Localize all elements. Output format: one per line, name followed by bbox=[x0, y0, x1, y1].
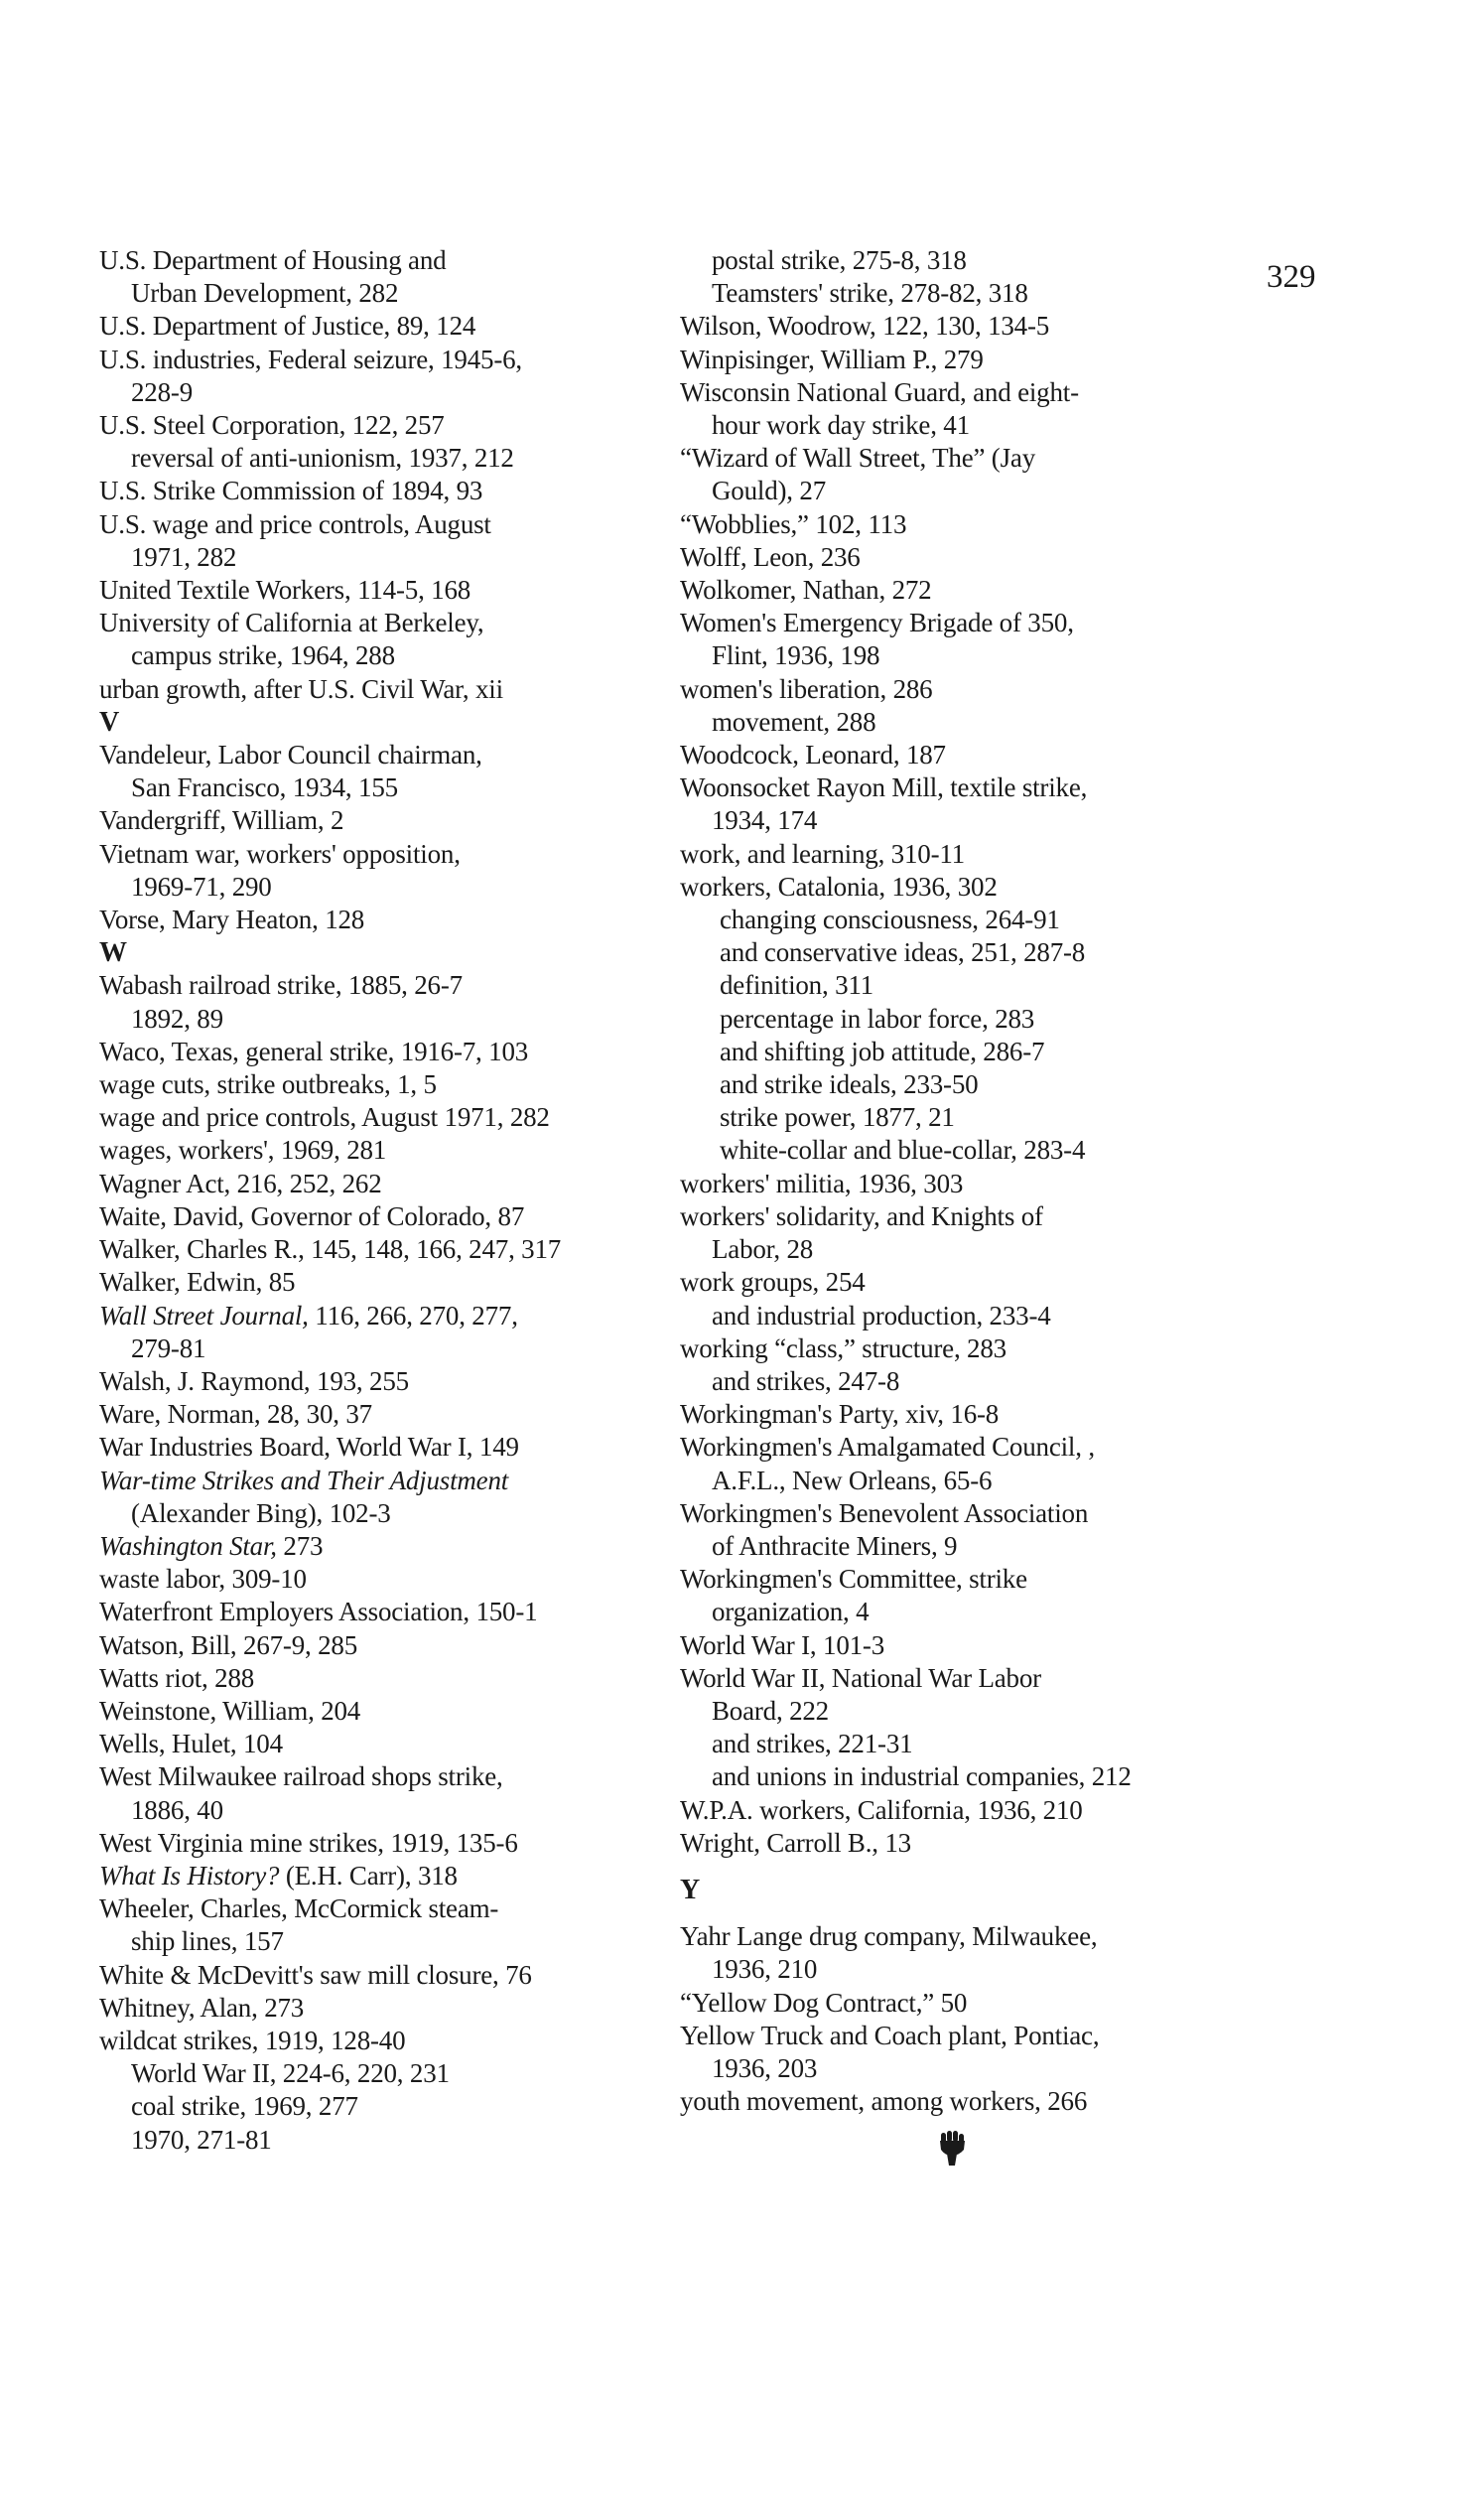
entry-text: War Industries Board, World War I, 149 bbox=[99, 1432, 519, 1463]
entry-text: Waterfront Employers Association, 150-1 bbox=[99, 1597, 538, 1627]
entry-text: youth movement, among workers, 266 bbox=[680, 2086, 1088, 2117]
entry-text: U.S. Department of Housing and bbox=[99, 245, 447, 275]
entry-text: work groups, 254 bbox=[680, 1267, 866, 1298]
index-entry bbox=[99, 1200, 675, 1233]
entry-text: A.F.L., New Orleans, 65-6 bbox=[712, 1465, 993, 1495]
index-entry bbox=[680, 1332, 1236, 1365]
index-entry bbox=[680, 871, 1236, 904]
index-subentry bbox=[680, 2052, 1236, 2085]
italic-title: What Is History? bbox=[99, 1860, 280, 1890]
index-entry bbox=[99, 574, 675, 607]
entry-text: 1886, 40 bbox=[131, 1794, 223, 1825]
entry-text: work, and learning, 310-11 bbox=[680, 838, 965, 869]
entry-text: “Yellow Dog Contract,” 50 bbox=[680, 1987, 968, 2018]
entry-text: women's liberation, 286 bbox=[680, 673, 933, 704]
index-entry bbox=[680, 1987, 1236, 2020]
entry-text: Gould), 27 bbox=[712, 476, 826, 506]
index-entry bbox=[680, 1920, 1236, 1953]
entry-text: and industrial production, 233-4 bbox=[712, 1300, 1051, 1330]
index-entry bbox=[99, 2025, 675, 2057]
entry-text: ship lines, 157 bbox=[131, 1926, 284, 1957]
index-subentry bbox=[680, 804, 1236, 837]
entry-text: Teamsters' strike, 278-82, 318 bbox=[712, 278, 1028, 309]
entry-text: San Francisco, 1934, 155 bbox=[131, 772, 398, 803]
entry-text: Whitney, Alan, 273 bbox=[99, 1992, 305, 2023]
index-entry bbox=[99, 1596, 675, 1628]
index-entry bbox=[99, 1959, 675, 1992]
entry-text: University of California at Berkeley, bbox=[99, 608, 484, 638]
index-entry bbox=[680, 1168, 1236, 1200]
index-entry bbox=[680, 673, 1236, 706]
entry-text: Workingmen's Benevolent Association bbox=[680, 1497, 1089, 1528]
entry-text: Ware, Norman, 28, 30, 37 bbox=[99, 1399, 372, 1430]
index-subentry bbox=[680, 1465, 1236, 1497]
index-subentry bbox=[99, 376, 675, 409]
entry-text: W bbox=[99, 937, 127, 969]
index-subentry bbox=[99, 442, 675, 475]
index-entry bbox=[99, 1992, 675, 2025]
entry-text: 273 bbox=[276, 1530, 324, 1561]
index-subentry bbox=[680, 1530, 1236, 1563]
entry-text: Workingmen's Committee, strike bbox=[680, 1564, 1027, 1595]
entry-text: U.S. Strike Commission of 1894, 93 bbox=[99, 476, 483, 506]
index-entry bbox=[99, 1233, 675, 1266]
entry-text: Walker, Charles R., 145, 148, 166, 247, 317 bbox=[99, 1234, 562, 1265]
entry-text: reversal of anti-unionism, 1937, 212 bbox=[131, 443, 514, 474]
index-entry bbox=[99, 1036, 675, 1068]
index-entry bbox=[680, 442, 1236, 475]
index-entry bbox=[680, 739, 1236, 771]
index-entry bbox=[99, 1892, 675, 1925]
index-subentry bbox=[99, 1794, 675, 1827]
entry-text: Vorse, Mary Heaton, 128 bbox=[99, 905, 365, 935]
entry-text: United Textile Workers, 114-5, 168 bbox=[99, 575, 471, 606]
entry-text: white-collar and blue-collar, 283-4 bbox=[720, 1135, 1086, 1166]
index-subentry bbox=[680, 1036, 1236, 1068]
entry-text: 1936, 210 bbox=[712, 1954, 818, 1985]
entry-text: workers' militia, 1936, 303 bbox=[680, 1168, 964, 1198]
spacer bbox=[680, 1906, 1236, 1920]
entry-text: workers' solidarity, and Knights of bbox=[680, 1200, 1043, 1231]
index-entry bbox=[99, 1266, 675, 1299]
entry-text: West Virginia mine strikes, 1919, 135-6 bbox=[99, 1827, 518, 1858]
entry-text: campus strike, 1964, 288 bbox=[131, 640, 395, 671]
index-entry bbox=[680, 1794, 1236, 1827]
index-entry bbox=[680, 508, 1236, 541]
entry-text: percentage in labor force, 283 bbox=[720, 1003, 1035, 1034]
entry-text: Yahr Lange drug company, Milwaukee, bbox=[680, 1921, 1098, 1952]
entry-text: 1970, 271-81 bbox=[131, 2124, 272, 2155]
index-entry bbox=[680, 344, 1236, 376]
index-subentry bbox=[680, 1596, 1236, 1628]
entry-text: Wheeler, Charles, McCormick steam- bbox=[99, 1893, 499, 1924]
entry-text: Labor, 28 bbox=[712, 1234, 814, 1265]
index-entry bbox=[680, 1200, 1236, 1233]
entry-text: U.S. Steel Corporation, 122, 257 bbox=[99, 410, 445, 441]
entry-text: Wisconsin National Guard, and eight- bbox=[680, 376, 1079, 407]
index-entry bbox=[99, 1563, 675, 1596]
entry-text: 1934, 174 bbox=[712, 805, 818, 836]
index-entry bbox=[99, 475, 675, 507]
entry-text: Woonsocket Rayon Mill, textile strike, bbox=[680, 772, 1088, 803]
index-entry bbox=[99, 344, 675, 376]
entry-text: White & McDevitt's saw mill closure, 76 bbox=[99, 1959, 532, 1990]
entry-text: Yellow Truck and Coach plant, Pontiac, bbox=[680, 2020, 1100, 2050]
entry-text: wildcat strikes, 1919, 128-40 bbox=[99, 2025, 406, 2055]
index-subentry bbox=[680, 277, 1236, 310]
index-entry bbox=[680, 2085, 1236, 2118]
entry-text: Walsh, J. Raymond, 193, 255 bbox=[99, 1365, 409, 1396]
index-entry bbox=[99, 1827, 675, 1860]
entry-text: V bbox=[99, 706, 120, 738]
index-entry bbox=[680, 310, 1236, 343]
entry-text: and unions in industrial companies, 212 bbox=[712, 1761, 1132, 1792]
entry-text: wages, workers', 1969, 281 bbox=[99, 1135, 387, 1166]
index-entry bbox=[680, 1827, 1236, 1860]
entry-text: U.S. industries, Federal seizure, 1945-6, bbox=[99, 344, 522, 374]
entry-text: Woodcock, Leonard, 187 bbox=[680, 740, 946, 770]
index-entry bbox=[99, 607, 675, 639]
entry-text: Waco, Texas, general strike, 1916-7, 103 bbox=[99, 1036, 529, 1066]
index-entry bbox=[99, 1760, 675, 1793]
index-entry bbox=[680, 376, 1236, 409]
index-subentry bbox=[99, 1497, 675, 1530]
index-subentry bbox=[680, 969, 1236, 1002]
index-entry bbox=[99, 673, 675, 706]
index-subentry bbox=[680, 1695, 1236, 1728]
index-entry bbox=[680, 541, 1236, 574]
entry-text: urban growth, after U.S. Civil War, xii bbox=[99, 673, 503, 704]
entry-text: and strikes, 247-8 bbox=[712, 1365, 900, 1396]
entry-text: U.S. Department of Justice, 89, 124 bbox=[99, 311, 476, 342]
index-subentry bbox=[99, 541, 675, 574]
entry-text: working “class,” structure, 283 bbox=[680, 1332, 1007, 1363]
index-subentry bbox=[99, 871, 675, 904]
entry-text: 1936, 203 bbox=[712, 2052, 818, 2083]
index-entry bbox=[99, 1728, 675, 1760]
spacer bbox=[680, 1860, 1236, 1874]
entry-text: Wolff, Leon, 236 bbox=[680, 541, 861, 572]
entry-text: World War II, National War Labor bbox=[680, 1662, 1041, 1693]
index-letter-heading bbox=[99, 706, 675, 739]
index-entry bbox=[99, 1695, 675, 1728]
entry-text: Workingman's Party, xiv, 16-8 bbox=[680, 1399, 1000, 1430]
entry-text: 228-9 bbox=[131, 376, 193, 407]
index-subentry bbox=[680, 1953, 1236, 1986]
index-subentry bbox=[680, 936, 1236, 969]
entry-text: and strike ideals, 233-50 bbox=[720, 1069, 979, 1100]
entry-text: Winpisinger, William P., 279 bbox=[680, 344, 984, 374]
index-subentry bbox=[99, 277, 675, 310]
entry-text: coal strike, 1969, 277 bbox=[131, 2091, 358, 2122]
index-entry bbox=[99, 310, 675, 343]
entry-text: Waite, David, Governor of Colorado, 87 bbox=[99, 1200, 525, 1231]
entry-text: Vietnam war, workers' opposition, bbox=[99, 838, 461, 869]
entry-text: 116, 266, 270, 277, bbox=[308, 1300, 518, 1330]
entry-text: hour work day strike, 41 bbox=[712, 410, 970, 441]
entry-text: Workingmen's Amalgamated Council, , bbox=[680, 1432, 1095, 1463]
index-entry bbox=[680, 1497, 1236, 1530]
entry-text: Wagner Act, 216, 252, 262 bbox=[99, 1168, 382, 1198]
entry-text: Women's Emergency Brigade of 350, bbox=[680, 608, 1074, 638]
index-entry bbox=[99, 1068, 675, 1101]
entry-text: of Anthracite Miners, 9 bbox=[712, 1530, 958, 1561]
entry-text: “Wizard of Wall Street, The” (Jay bbox=[680, 443, 1035, 474]
entry-text: (E.H. Carr), 318 bbox=[279, 1860, 458, 1890]
index-subentry bbox=[680, 1300, 1236, 1332]
index-entry bbox=[680, 771, 1236, 804]
entry-text: 1892, 89 bbox=[131, 1003, 223, 1034]
index-entry bbox=[99, 1860, 675, 1892]
italic-title: Wall Street Journal, bbox=[99, 1300, 309, 1330]
entry-text: Wilson, Woodrow, 122, 130, 134-5 bbox=[680, 311, 1050, 342]
index-entry bbox=[99, 1101, 675, 1134]
entry-text: Watson, Bill, 267-9, 285 bbox=[99, 1629, 358, 1660]
entry-text: (Alexander Bing), 102-3 bbox=[131, 1497, 391, 1528]
index-entry bbox=[99, 1431, 675, 1464]
index-entry bbox=[99, 1168, 675, 1200]
entry-text: Walker, Edwin, 85 bbox=[99, 1267, 296, 1298]
index-entry bbox=[680, 1662, 1236, 1695]
index-subentry bbox=[680, 904, 1236, 936]
index-entry bbox=[99, 508, 675, 541]
index-entry bbox=[680, 1431, 1236, 1464]
entry-text: and conservative ideas, 251, 287-8 bbox=[720, 937, 1086, 968]
entry-text: 1969-71, 290 bbox=[131, 871, 272, 902]
index-subentry bbox=[99, 639, 675, 672]
entry-text: Weinstone, William, 204 bbox=[99, 1695, 361, 1726]
entry-text: wage cuts, strike outbreaks, 1, 5 bbox=[99, 1069, 437, 1100]
index-subentry bbox=[680, 1101, 1236, 1134]
entry-text: workers, Catalonia, 1936, 302 bbox=[680, 871, 998, 902]
entry-text: waste labor, 309-10 bbox=[99, 1564, 307, 1595]
index-entry bbox=[680, 607, 1236, 639]
index-entry bbox=[680, 2020, 1236, 2052]
index-entry bbox=[680, 1563, 1236, 1596]
italic-title: Washington Star, bbox=[99, 1530, 277, 1561]
index-entry bbox=[99, 1629, 675, 1662]
entry-text: Wells, Hulet, 104 bbox=[99, 1729, 283, 1759]
entry-text: 279-81 bbox=[131, 1332, 206, 1363]
index-subentry bbox=[680, 1760, 1236, 1793]
index-entry bbox=[99, 804, 675, 837]
entry-text: Vandergriff, William, 2 bbox=[99, 805, 344, 836]
index-entry bbox=[99, 1530, 675, 1563]
index-subentry bbox=[99, 1925, 675, 1958]
entry-text: strike power, 1877, 21 bbox=[720, 1102, 955, 1133]
index-entry bbox=[99, 1134, 675, 1167]
index-subentry bbox=[680, 639, 1236, 672]
index-subentry bbox=[99, 771, 675, 804]
italic-title: War-time Strikes and Their Adjustment bbox=[99, 1465, 509, 1495]
index-entry bbox=[680, 574, 1236, 607]
index-entry bbox=[99, 1465, 675, 1497]
index-subentry bbox=[680, 409, 1236, 442]
index-subentry bbox=[680, 1134, 1236, 1167]
entry-text: Urban Development, 282 bbox=[131, 278, 399, 309]
index-entry bbox=[680, 1398, 1236, 1431]
index-entry bbox=[680, 838, 1236, 871]
entry-text: World War II, 224-6, 220, 231 bbox=[131, 2058, 450, 2089]
entry-text: Wolkomer, Nathan, 272 bbox=[680, 575, 932, 606]
index-subentry bbox=[680, 706, 1236, 739]
entry-text: West Milwaukee railroad shops strike, bbox=[99, 1761, 503, 1792]
entry-text: W.P.A. workers, California, 1936, 210 bbox=[680, 1794, 1083, 1825]
index-letter-heading bbox=[680, 1874, 1236, 1906]
index-subentry bbox=[680, 1003, 1236, 1036]
index-entry bbox=[99, 969, 675, 1002]
index-subentry bbox=[680, 244, 1236, 277]
index-subentry bbox=[99, 2057, 675, 2090]
entry-text: organization, 4 bbox=[712, 1597, 870, 1627]
entry-text: wage and price controls, August 1971, 282 bbox=[99, 1102, 550, 1133]
entry-text: Vandeleur, Labor Council chairman, bbox=[99, 740, 482, 770]
index-entry bbox=[99, 1365, 675, 1398]
index-subentry bbox=[99, 2090, 675, 2123]
index-subentry bbox=[680, 1068, 1236, 1101]
entry-text: changing consciousness, 264-91 bbox=[720, 905, 1060, 935]
index-subentry bbox=[680, 1365, 1236, 1398]
entry-text: definition, 311 bbox=[720, 970, 873, 1001]
index-letter-heading bbox=[99, 936, 675, 969]
index-subentry bbox=[680, 1728, 1236, 1760]
index-entry bbox=[680, 1266, 1236, 1299]
index-column-left bbox=[99, 244, 675, 2157]
index-entry bbox=[99, 1300, 675, 1332]
entry-text: and shifting job attitude, 286-7 bbox=[720, 1036, 1045, 1066]
entry-text: Wabash railroad strike, 1885, 26-7 bbox=[99, 970, 463, 1001]
index-subentry bbox=[99, 1003, 675, 1036]
index-entry bbox=[99, 739, 675, 771]
index-entry bbox=[680, 1629, 1236, 1662]
raised-fist-icon bbox=[937, 2131, 967, 2167]
entry-text: Flint, 1936, 198 bbox=[712, 640, 880, 671]
entry-text: Board, 222 bbox=[712, 1695, 829, 1726]
entry-text: World War I, 101-3 bbox=[680, 1629, 885, 1660]
entry-text: Wright, Carroll B., 13 bbox=[680, 1827, 911, 1858]
index-entry bbox=[99, 1662, 675, 1695]
entry-text: Y bbox=[680, 1874, 701, 1905]
index-entry bbox=[99, 1398, 675, 1431]
index-subentry bbox=[99, 1332, 675, 1365]
page-number: 329 bbox=[1267, 259, 1316, 295]
entry-text: U.S. wage and price controls, August bbox=[99, 508, 491, 539]
index-subentry bbox=[680, 475, 1236, 507]
index-entry bbox=[99, 244, 675, 277]
index-subentry bbox=[680, 1233, 1236, 1266]
entry-text: postal strike, 275-8, 318 bbox=[712, 245, 967, 275]
index-entry bbox=[99, 409, 675, 442]
entry-text: Watts riot, 288 bbox=[99, 1662, 255, 1693]
entry-text: movement, 288 bbox=[712, 706, 876, 737]
index-subentry bbox=[99, 2124, 675, 2157]
entry-text: and strikes, 221-31 bbox=[712, 1729, 913, 1759]
entry-text: “Wobblies,” 102, 113 bbox=[680, 508, 907, 539]
index-column-right bbox=[680, 244, 1236, 2118]
entry-text: 1971, 282 bbox=[131, 541, 237, 572]
index-entry bbox=[99, 904, 675, 936]
index-entry bbox=[99, 838, 675, 871]
